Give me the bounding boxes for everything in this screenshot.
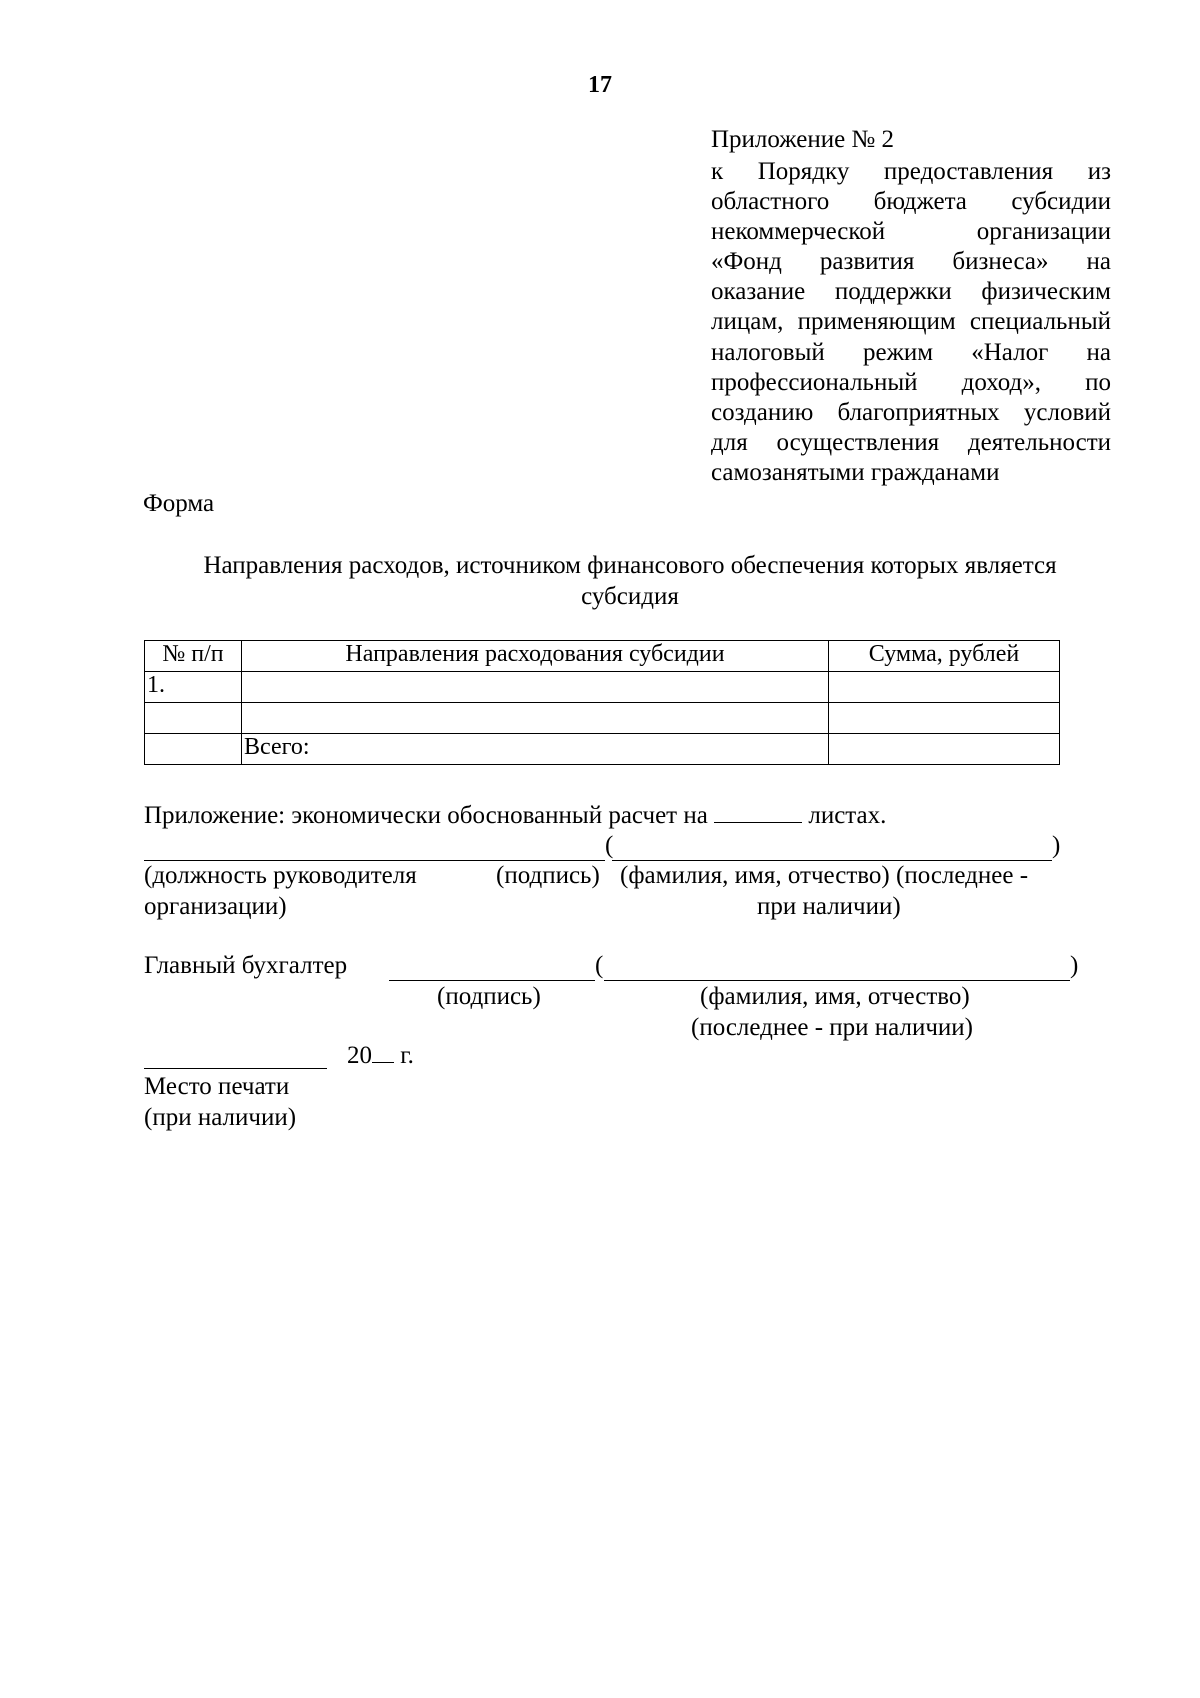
head-name-label: при наличии) [757,893,901,920]
header-cell-amount: Сумма, рублей [829,641,1060,672]
table-cell[interactable] [145,734,242,765]
head-position-signature-blank[interactable] [144,860,605,861]
appendix-title: Приложение № 2 [711,126,895,153]
table-row [145,703,1060,734]
attachment-prefix: Приложение: экономически обоснованный расчет на [144,802,708,829]
chief-accountant-name-label: (фамилия, имя, отчество) [700,983,970,1010]
head-name-label: (фамилия, имя, отчество) (последнее - [620,862,1029,889]
stamp-label: Место печати [144,1073,290,1100]
date-year [347,1042,414,1070]
appendix-line: самозанятыми гражданами [711,458,1000,486]
chief-accountant-signature-label: (подпись) [437,983,541,1010]
table-row-total [145,734,1060,765]
table-header-row [145,641,1060,672]
table-cell[interactable] [242,672,829,703]
date-blank[interactable] [144,1068,327,1069]
appendix-line: лицам, применяющим специальный [711,308,1111,336]
page-number: 17 [588,72,612,98]
year-blank[interactable] [372,1042,394,1063]
chief-accountant-name-blank[interactable] [604,980,1070,981]
sheets-count-blank[interactable] [714,800,802,823]
header-cell-number: № п/п [145,641,242,672]
appendix-line: созданию благоприятных условий [711,398,1111,426]
appendix-line: к Порядку предоставления из [711,158,1111,185]
document-heading [140,550,1120,612]
attachment-line [144,800,886,830]
chief-accountant-label: Главный бухгалтер [144,952,348,979]
header-cell-direction: Направления расходования субсидии [242,641,829,672]
appendix-line: «Фонд развития бизнеса» на [711,248,1111,276]
head-position-label: (должность руководителя [144,862,417,889]
appendix-line: некоммерческой организации [711,218,1111,246]
appendix-body [711,157,1111,488]
close-paren: ) [1070,952,1079,979]
heading-line: Направления расходов, источником финансового обеспечения которых является [203,552,1057,579]
appendix-line: налоговый режим «Налог на [711,338,1111,366]
stamp-label: (при наличии) [144,1104,297,1131]
expenses-table [144,640,1060,765]
close-paren: ) [1052,832,1061,859]
head-signature-label: (подпись) [496,862,600,889]
table-cell[interactable] [242,703,829,734]
heading-line: субсидия [581,583,679,610]
form-label: Форма [143,490,215,517]
open-paren: ( [605,832,614,859]
appendix-line: оказание поддержки физическим [711,278,1111,306]
chief-accountant-name-label: (последнее - при наличии) [691,1014,973,1041]
table-row [145,672,1060,703]
chief-accountant-signature-blank[interactable] [389,980,595,981]
year-suffix: г. [400,1042,414,1069]
head-position-label: организации) [144,893,287,920]
table-cell[interactable] [829,672,1060,703]
total-label-cell: Всего: [242,734,829,765]
year-prefix: 20 [347,1042,372,1069]
open-paren: ( [595,952,604,979]
table-cell[interactable] [145,703,242,734]
appendix-line: для осуществления деятельности [711,428,1111,456]
attachment-suffix: листах. [808,802,887,829]
appendix-line: областного бюджета субсидии [711,188,1111,216]
appendix-line: профессиональный доход», по [711,368,1111,396]
total-amount-cell[interactable] [829,734,1060,765]
table-cell[interactable]: 1. [145,672,242,703]
table-cell[interactable] [829,703,1060,734]
head-name-blank[interactable] [612,860,1052,861]
